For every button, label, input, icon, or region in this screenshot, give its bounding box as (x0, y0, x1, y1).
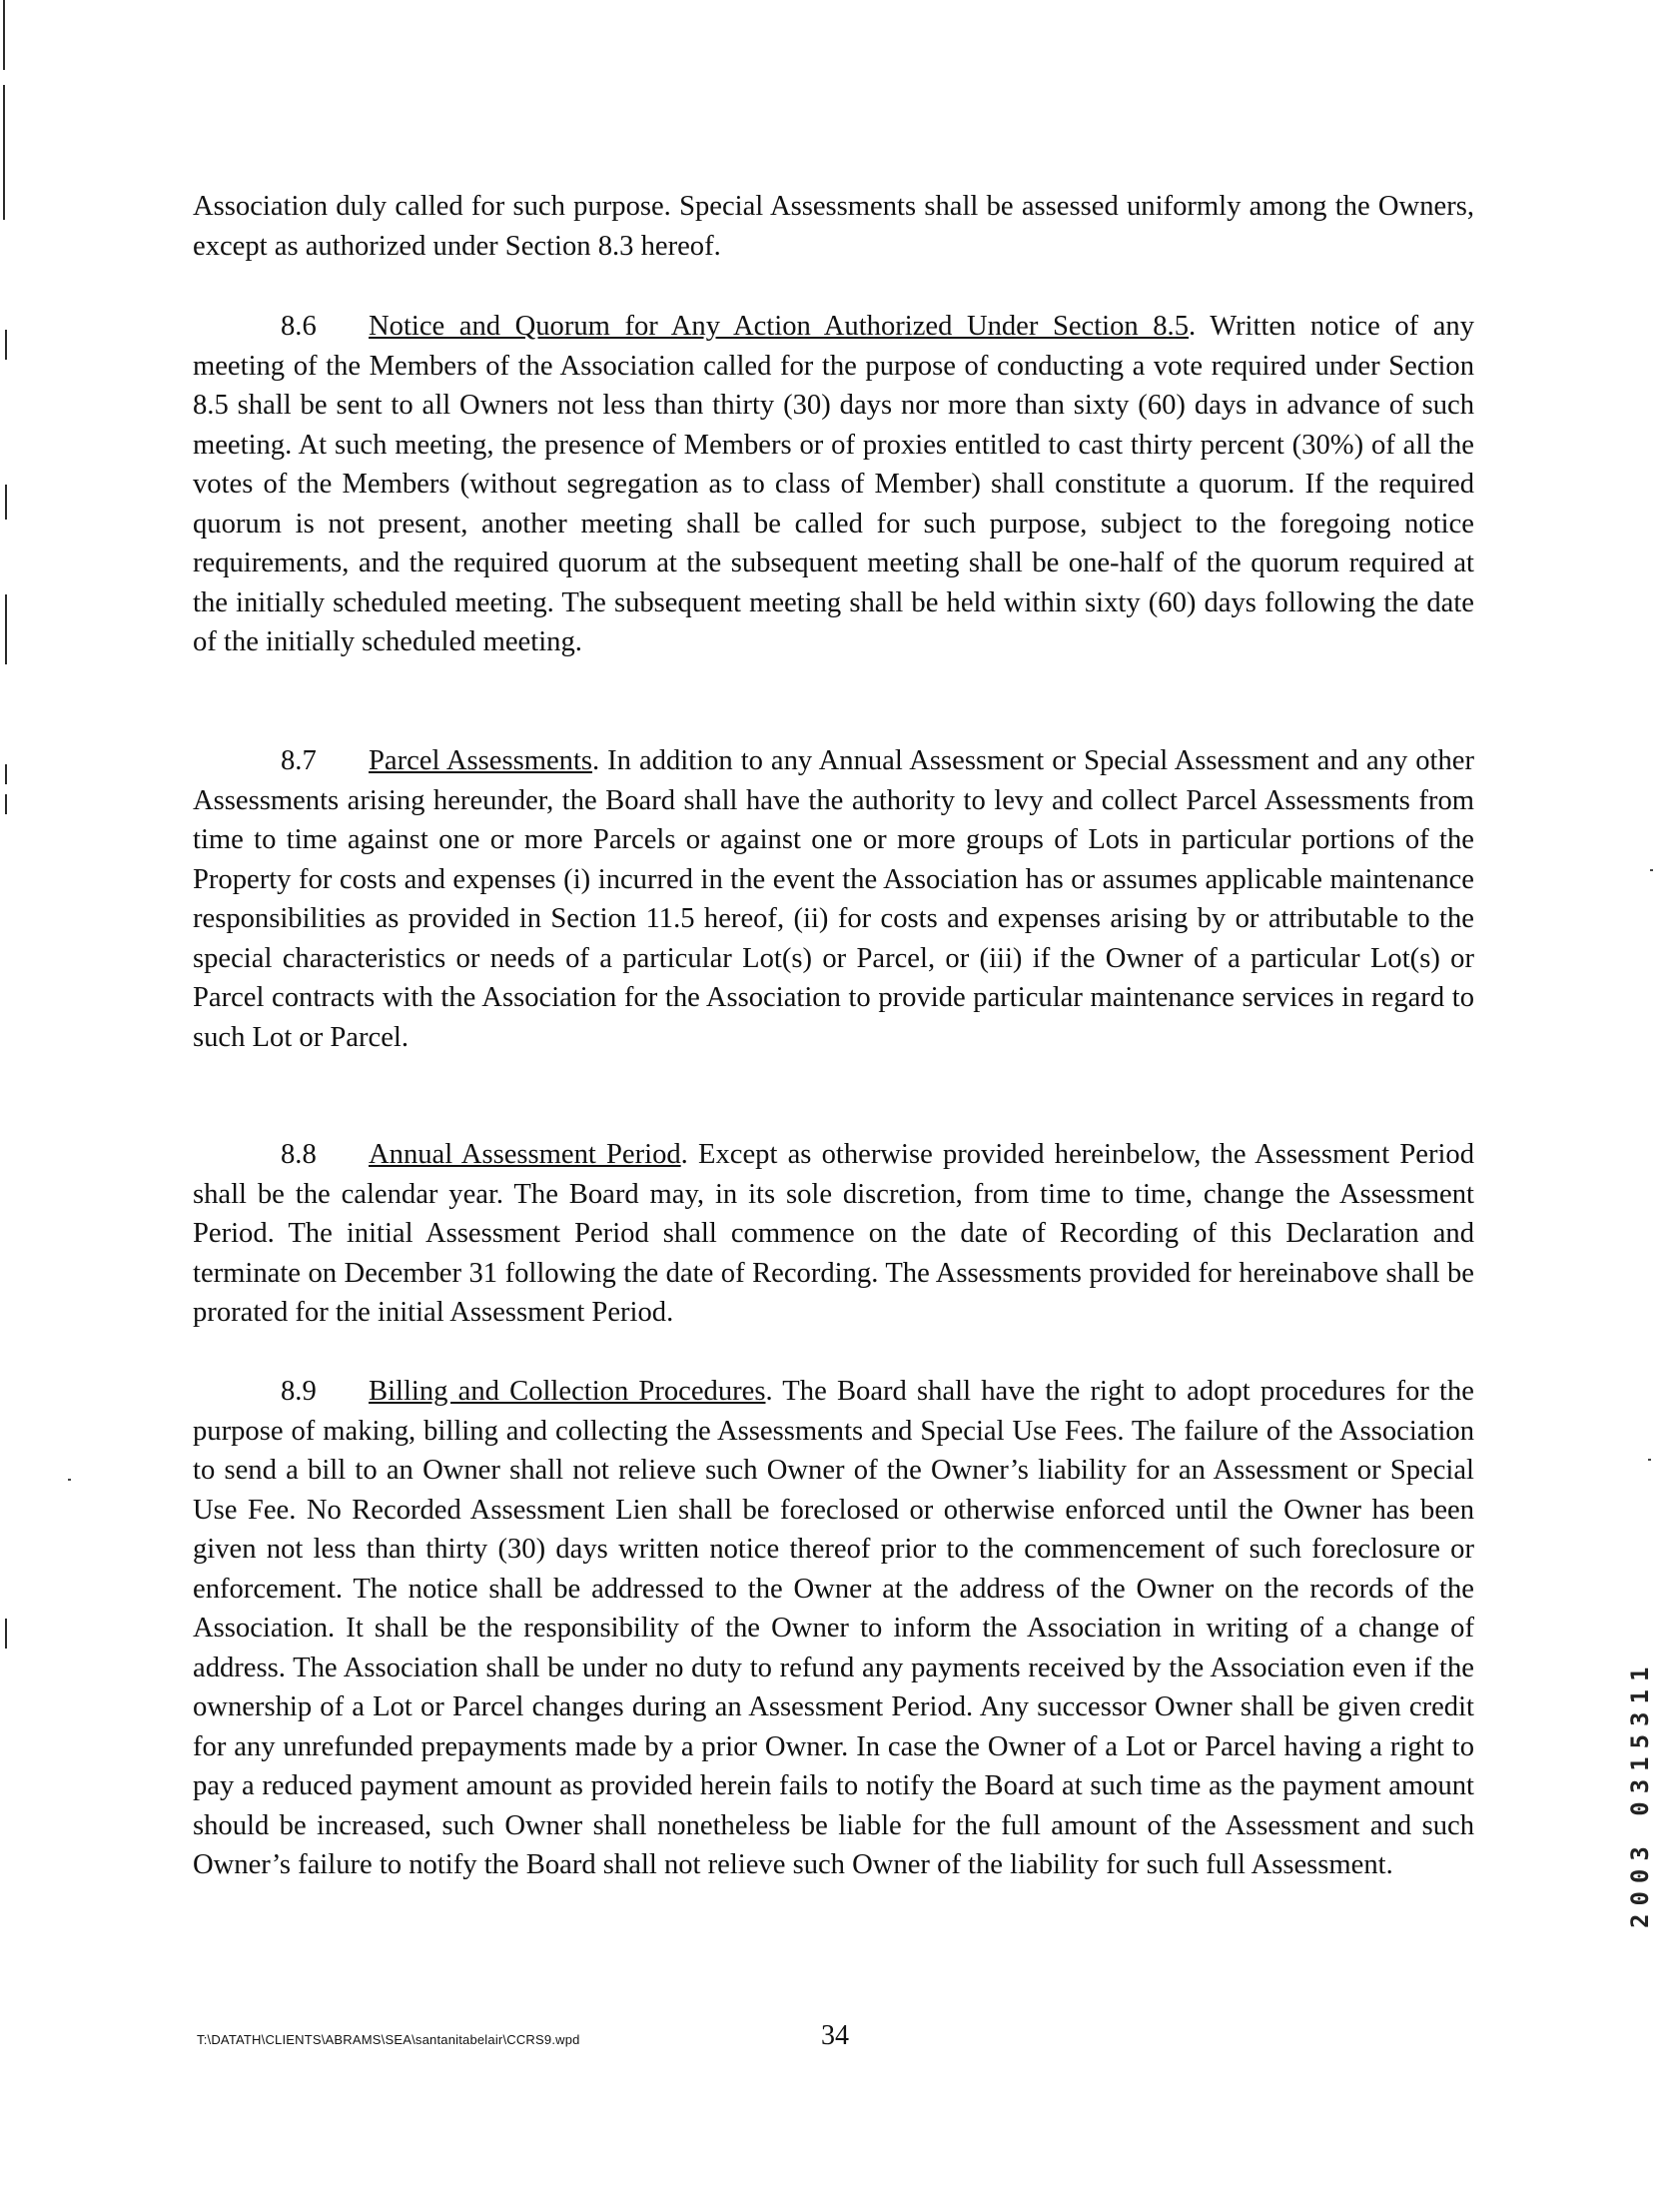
section-8-9 (193, 1372, 1474, 1885)
section-number: 8.8 (281, 1139, 317, 1170)
section-body: . The Board shall have the right to adopt procedures for the purpose of making, billing and collecting the Assessments and Special Use Fees. The failure of the Association to send a bill to an Owner shall not relieve such Owner of the Owner’s liability for an Assessment or Special Use Fee. No Recorded Assessment Lien shall be foreclosed or otherwise enforced until the Owner has been given not less than thirty (30) days written notice thereof prior to the commencement of such foreclosure or enforcement. The notice shall be addressed to the Owner at the address of the Owner on the records of the Association. It shall be the responsibility of the Owner to inform the Association in writing of a change of address. The Association shall be under no duty to refund any payments received by the Association even if the ownership of a Lot or Parcel changes during an Assessment Period. Any successor Owner shall be given credit for any unrefunded prepayments made by a prior Owner. In case the Owner of a Lot or Parcel having a right to pay a reduced payment amount as provided herein fails to notify the Board at such time as the payment amount should be increased, such Owner shall nonetheless be liable for the full amount of the Assessment and such Owner’s failure to notify the Board shall not relieve such Owner of the liability for such full Assessment. (193, 1376, 1474, 1880)
section-8-6 (193, 307, 1474, 662)
section-paragraph (193, 741, 1474, 1057)
section-body: . Written notice of any meeting of the Members of the Association called for the purpose of conducting a vote required under Section 8.5 shall be sent to all Owners not less than thirty (30) days nor more than sixty (60) days in advance of such meeting. At such meeting, the presence of Members or of proxies entitled to cast thirty percent (30%) of all the votes of the Members (without segregation as to class of Member) shall constitute a quorum. If the required quorum is not present, another meeting shall be called for such purpose, subject to the foregoing notice requirements, and the required quorum at the subsequent meeting shall be one-half of the quorum required at the initially scheduled meeting. The subsequent meeting shall be held within sixty (60) days following the date of the initially scheduled meeting. (193, 311, 1474, 657)
scan-speck (1648, 1459, 1651, 1461)
recording-stamp-text: 2003 0315311 (1626, 1658, 1654, 1928)
margin-line (5, 794, 7, 814)
section-title: Parcel Assessments (369, 745, 593, 776)
margin-line (5, 485, 7, 520)
section-body: . In addition to any Annual Assessment or Special Assessment and any other Assessments arising hereunder, the Board shall have the authority to levy and collect Parcel Assessments from time to time against one or more Parcels or against one or more groups of Lots in particular portions of the Property for costs and expenses (i) incurred in the event the Association has or assumes applicable maintenance responsibilities as provided in Section 11.5 hereof, (ii) for costs and expenses arising by or attributable to the special characteristics or needs of a particular Lot(s) or Parcel, or (iii) if the Owner of a particular Lot(s) or Parcel contracts with the Association for the Association to provide particular maintenance services in regard to such Lot or Parcel. (193, 745, 1474, 1053)
recording-stamp (1596, 1569, 1654, 1928)
section-number: 8.6 (281, 311, 317, 342)
margin-line (5, 1619, 7, 1649)
section-title: Billing and Collection Procedures (369, 1376, 766, 1407)
section-paragraph (193, 307, 1474, 662)
margin-line (5, 764, 7, 784)
section-8-7 (193, 741, 1474, 1057)
margin-line (3, 0, 5, 70)
margin-line (3, 85, 5, 220)
section-paragraph (193, 1135, 1474, 1333)
section-8-8 (193, 1135, 1474, 1333)
margin-line (5, 330, 7, 360)
section-title: Annual Assessment Period (369, 1139, 681, 1170)
section-title: Notice and Quorum for Any Action Authorized Under Section 8.5 (369, 311, 1190, 342)
section-number: 8.7 (281, 745, 317, 776)
paragraph-body: Association duly called for such purpose. Special Assessments shall be assessed uniformly among the Owners, except as authorized under Section 8.3 hereof. (193, 191, 1474, 262)
scan-speck (68, 1479, 71, 1481)
paragraph-continuation (193, 187, 1474, 266)
section-paragraph (193, 1372, 1474, 1885)
footer-file-path: T:\DATATH\CLIENTS\ABRAMS\SEA\santanitabelair\CCRS9.wpd (197, 2032, 580, 2047)
section-number: 8.9 (281, 1376, 317, 1407)
scan-speck (1650, 869, 1653, 871)
margin-line (5, 594, 7, 664)
section-body: . Except as otherwise provided hereinbelow, the Assessment Period shall be the calendar year. The Board may, in its sole discretion, from time to time, change the Assessment Period. The initial Assessment Period shall commence on the date of Recording of this Declaration and terminate on December 31 following the date of Recording. The Assessments provided for hereinabove shall be prorated for the initial Assessment Period. (193, 1139, 1475, 1328)
page-number: 34 (821, 2020, 849, 2051)
